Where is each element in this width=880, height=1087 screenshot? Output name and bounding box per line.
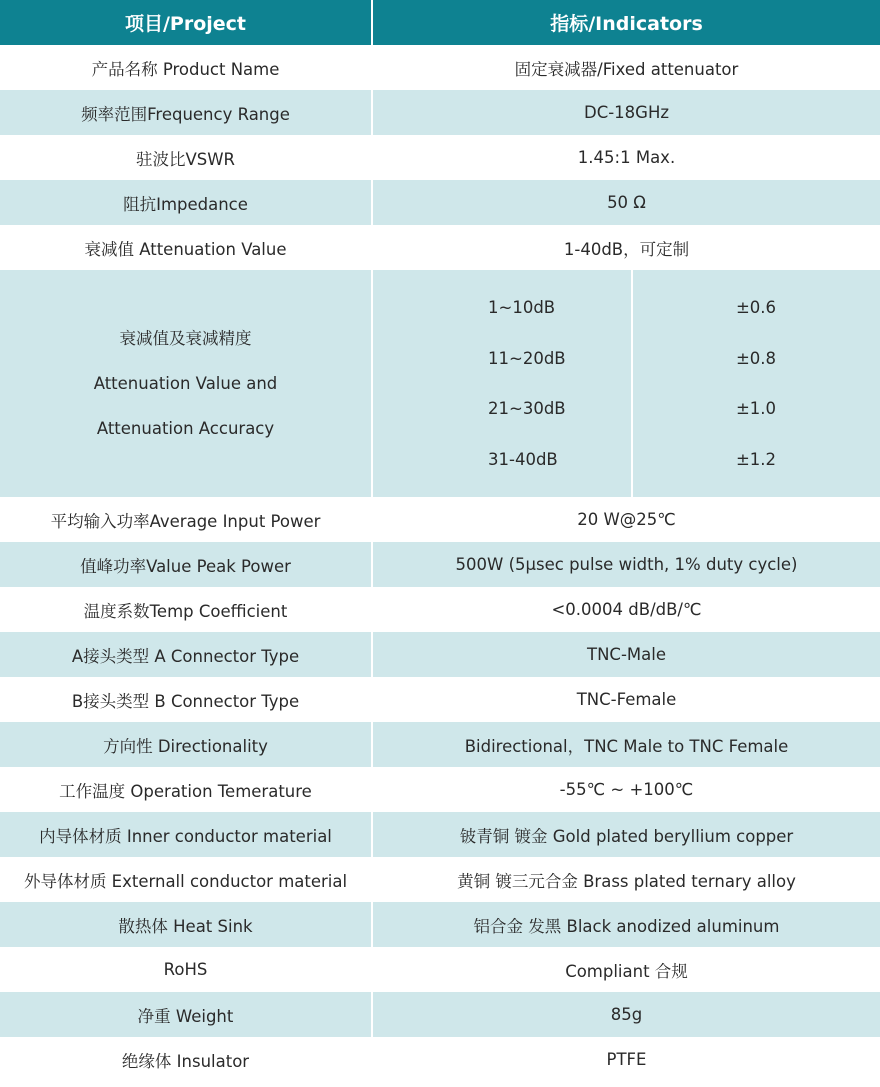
row-label: 平均输入功率Average Input Power <box>0 497 371 542</box>
accuracy-row <box>0 270 880 497</box>
accuracy-list <box>373 270 880 497</box>
row-value: <0.0004 dB/dB/℃ <box>373 587 880 632</box>
row-label: 产品名称 Product Name <box>0 45 371 90</box>
row-value: 1-40dB，可定制 <box>373 225 880 270</box>
table-header <box>0 0 880 45</box>
table-row <box>0 632 880 677</box>
row-label: 值峰功率Value Peak Power <box>0 542 371 587</box>
accuracy-label-line: Attenuation Accuracy <box>96 419 275 438</box>
row-value: -55℃ ~ +100℃ <box>373 767 880 812</box>
row-value: 黄铜 镀三元合金 Brass plated ternary alloy <box>373 857 880 902</box>
row-label: 工作温度 Operation Temerature <box>0 767 371 812</box>
accuracy-item <box>373 450 880 469</box>
column-divider <box>631 270 633 497</box>
accuracy-tolerance: ±1.2 <box>735 450 777 470</box>
accuracy-range: 11~20dB <box>488 348 566 368</box>
table-row <box>0 135 880 180</box>
header-indicators: 指标/Indicators <box>373 0 880 45</box>
table-row <box>0 90 880 135</box>
row-value: 50 Ω <box>373 180 880 225</box>
row-value: 85g <box>373 992 880 1037</box>
row-label: 温度系数Temp Coefficient <box>0 587 371 632</box>
row-value: 500W (5μsec pulse width, 1% duty cycle) <box>373 542 880 587</box>
table-row <box>0 587 880 632</box>
header-project: 项目/Project <box>0 0 371 45</box>
accuracy-values <box>373 270 880 497</box>
table-row <box>0 497 880 542</box>
accuracy-tolerance: ±0.6 <box>735 297 777 317</box>
row-label: A接头类型 A Connector Type <box>0 632 371 677</box>
accuracy-item <box>373 298 880 317</box>
accuracy-item <box>373 349 880 368</box>
table-row <box>0 542 880 587</box>
table-row <box>0 812 880 857</box>
accuracy-tolerance: ±0.8 <box>735 348 777 368</box>
accuracy-label-line: 衰减值及衰减精度 <box>119 329 252 348</box>
row-value: Compliant 合规 <box>373 947 880 992</box>
row-label: 方向性 Directionality <box>0 722 371 767</box>
accuracy-label <box>0 270 371 497</box>
row-label: RoHS <box>0 947 371 992</box>
row-value: 1.45:1 Max. <box>373 135 880 180</box>
table-row <box>0 1037 880 1082</box>
row-label: 绝缘体 Insulator <box>0 1037 371 1082</box>
table-row <box>0 225 880 270</box>
table-row <box>0 677 880 722</box>
table-row <box>0 947 880 992</box>
table-row <box>0 767 880 812</box>
table-row <box>0 722 880 767</box>
accuracy-item <box>373 399 880 418</box>
accuracy-label-line: Attenuation Value and <box>93 374 278 393</box>
row-label: B接头类型 B Connector Type <box>0 677 371 722</box>
row-value: Bidirectional，TNC Male to TNC Female <box>373 722 880 767</box>
row-label: 净重 Weight <box>0 992 371 1037</box>
table-row <box>0 857 880 902</box>
table-row <box>0 992 880 1037</box>
row-label: 衰减值 Attenuation Value <box>0 225 371 270</box>
row-label: 散热体 Heat Sink <box>0 902 371 947</box>
accuracy-tolerance: ±1.0 <box>735 399 777 419</box>
row-label: 驻波比VSWR <box>0 135 371 180</box>
table-row <box>0 902 880 947</box>
accuracy-range: 21~30dB <box>488 399 566 419</box>
row-label: 频率范围Frequency Range <box>0 90 371 135</box>
row-value: PTFE <box>373 1037 880 1082</box>
row-label: 阻抗Impedance <box>0 180 371 225</box>
row-label: 外导体材质 Externall conductor material <box>0 857 371 902</box>
accuracy-range: 1~10dB <box>488 297 556 317</box>
row-value: DC-18GHz <box>373 90 880 135</box>
row-value: 20 W@25℃ <box>373 497 880 542</box>
table-row <box>0 45 880 90</box>
table-row <box>0 180 880 225</box>
row-value: TNC-Female <box>373 677 880 722</box>
row-value: 固定衰减器/Fixed attenuator <box>373 45 880 90</box>
row-value: 铍青铜 镀金 Gold plated beryllium copper <box>373 812 880 857</box>
row-value: TNC-Male <box>373 632 880 677</box>
accuracy-range: 31-40dB <box>488 450 558 470</box>
row-value: 铝合金 发黑 Black anodized aluminum <box>373 902 880 947</box>
row-label: 内导体材质 Inner conductor material <box>0 812 371 857</box>
